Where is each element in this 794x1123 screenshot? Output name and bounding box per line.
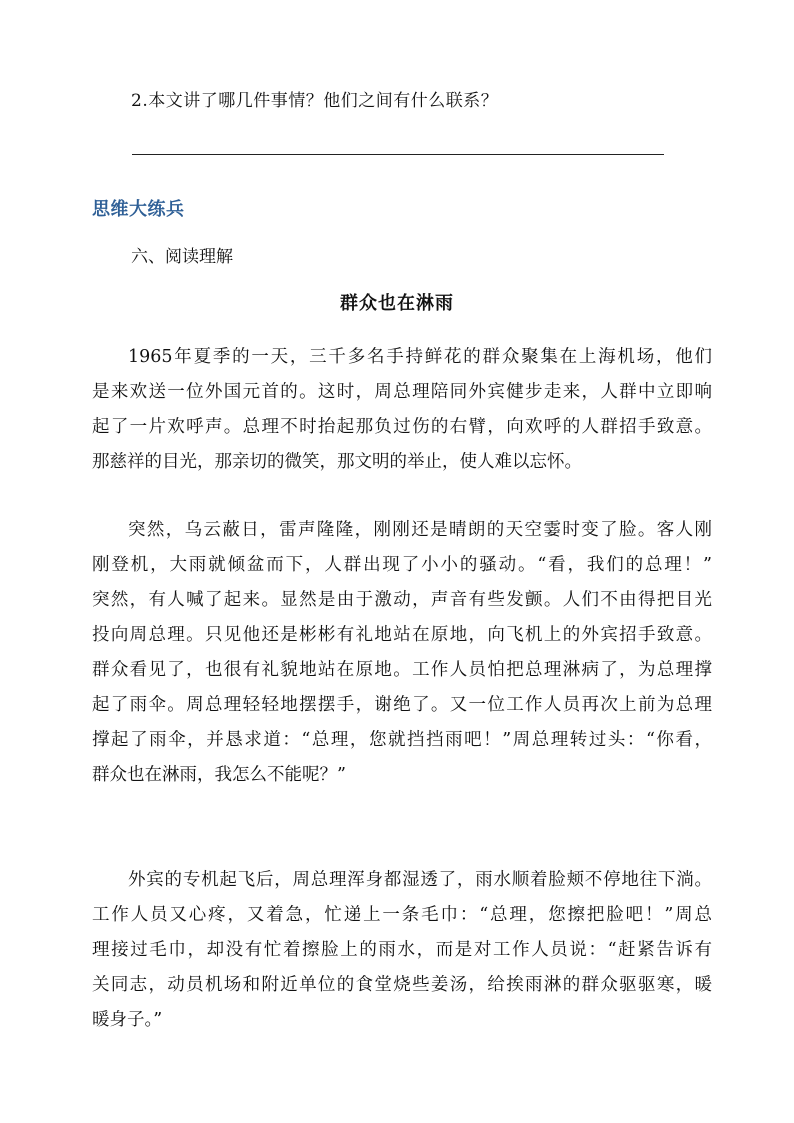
paragraph-line: 突然，乌云蔽日，雷声隆隆，刚刚还是晴朗的天空霎时变了脸。客人刚 — [128, 520, 712, 540]
answer-blank-line — [132, 154, 664, 155]
paragraph-line: 群众也在淋雨，我怎么不能呢？” — [92, 765, 346, 785]
paragraph-line: 起了雨伞。周总理轻轻地摆摆手，谢绝了。又一位工作人员再次上前为总理 — [92, 695, 712, 715]
paragraph-line: 理接过毛巾，却没有忙着擦脸上的雨水，而是对工作人员说：“赶紧告诉有 — [92, 940, 712, 960]
paragraph-line: 突然，有人喊了起来。显然是由于激动，声音有些发颤。人们不由得把目光 — [92, 590, 712, 610]
paragraph-line: 起了一片欢呼声。总理不时抬起那负过伤的右臂，向欢呼的人群招手致意。 — [92, 417, 712, 437]
article-paragraph — [92, 340, 712, 480]
paragraph-line: 外宾的专机起飞后，周总理浑身都湿透了，雨水顺着脸颊不停地往下淌。 — [128, 870, 712, 890]
article-paragraph — [92, 863, 712, 1038]
paragraph-line: 撑起了雨伞，并恳求道：“总理，您就挡挡雨吧！”周总理转过头：“你看， — [92, 730, 712, 750]
paragraph-line: 投向周总理。只见他还是彬彬有礼地站在原地，向飞机上的外宾招手致意。 — [92, 625, 712, 645]
paragraph-line: 那慈祥的目光，那亲切的微笑，那文明的举止，使人难以忘怀。 — [92, 452, 582, 472]
paragraph-line: 群众看见了，也很有礼貌地站在原地。工作人员怕把总理淋病了，为总理撑 — [92, 660, 712, 680]
paragraph-line: 是来欢送一位外国元首的。这时，周总理陪同外宾健步走来，人群中立即响 — [92, 382, 712, 402]
article-paragraph — [92, 513, 712, 793]
paragraph-line: 关同志，动员机场和附近单位的食堂烧些姜汤，给挨雨淋的群众驱驱寒，暖 — [92, 975, 712, 995]
article-title: 群众也在淋雨 — [340, 293, 454, 314]
paragraph-line: 1965年夏季的一天，三千多名手持鲜花的群众聚集在上海机场，他们 — [128, 347, 712, 367]
section-subtitle: 六、阅读理解 — [131, 247, 233, 267]
paragraph-line: 工作人员又心疼，又着急，忙递上一条毛巾：“总理，您擦把脸吧！”周总 — [92, 905, 712, 925]
question-2: 2.本文讲了哪几件事情？他们之间有什么联系？ — [131, 91, 499, 111]
section-title: 思维大练兵 — [92, 199, 185, 220]
paragraph-line: 刚登机，大雨就倾盆而下，人群出现了小小的骚动。“看，我们的总理！” — [92, 555, 712, 575]
paragraph-line: 暖身子。” — [92, 1010, 163, 1030]
